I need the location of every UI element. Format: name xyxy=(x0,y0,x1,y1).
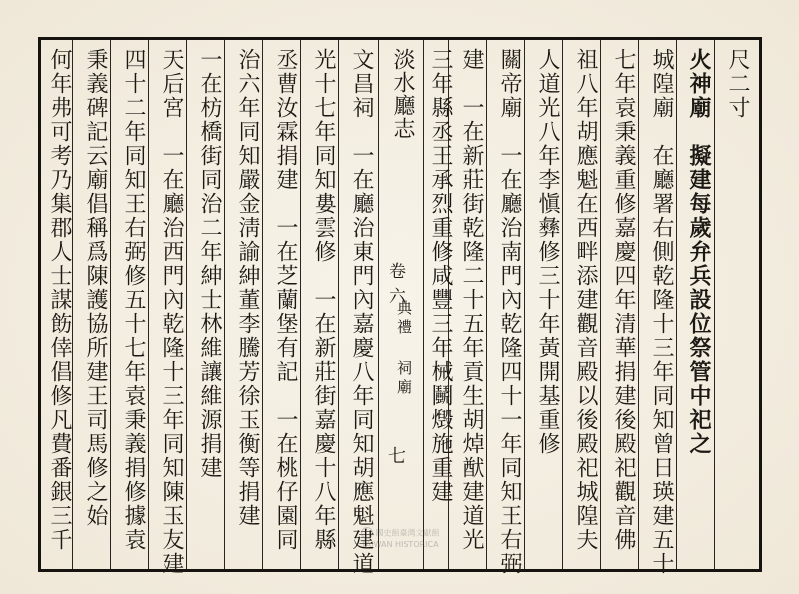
seal-icon xyxy=(361,527,373,539)
text-column: 七年袁秉義重修嘉慶四年清華捐建後殿祀觀音佛 xyxy=(611,48,636,552)
text-column: 丞曹汝霖捐建 一在芝蘭堡有記 一在桃仔園同 xyxy=(273,48,298,552)
text-column: 建 一在新莊街乾隆二十五年貢生胡焯猷建道光 xyxy=(459,48,484,552)
book-title-text: 淡水廳志 xyxy=(390,48,415,140)
subsection-label xyxy=(394,360,415,398)
book-title xyxy=(382,48,418,140)
text-column: 尺二寸 xyxy=(725,48,750,120)
text-column: 祖八年胡應魁在西畔添建觀音殿以後殿祀城隍夫 xyxy=(573,48,598,552)
text-column: 城隍廟 在廳署右側乾隆十三年同知曾日瑛建五十 xyxy=(649,48,674,576)
text-column: 治六年同知嚴金淸諭紳董李騰芳徐玉衡等捐建 xyxy=(235,48,260,528)
text-column: 何年弗可考乃集郡人士謀飭倖倡修凡費番銀三千 xyxy=(47,48,72,552)
watermark xyxy=(340,527,460,549)
section-text: 典禮 xyxy=(395,300,413,338)
page-number: 七 xyxy=(388,446,406,467)
subsection-text: 祠廟 xyxy=(395,360,413,398)
text-column: 人道光八年李愼彝修三十年黃開基重修 xyxy=(535,48,560,456)
text-column: 火神廟 擬建每歲弁兵設位祭管中祀之 xyxy=(686,48,712,456)
watermark-line2: TAIWAN HISTORICA xyxy=(361,540,439,549)
section-label xyxy=(394,300,415,338)
chapter-text: 卷六 xyxy=(385,262,405,312)
text-column: 文昌祠 一在廳治東門內嘉慶八年同知胡應魁建道 xyxy=(349,48,374,576)
text-column: 天后宮 一在廳治西門內乾隆十三年同知陳玉友建 xyxy=(159,48,184,576)
text-column: 一在枋橋街同治二年紳士林維讓維源捐建 xyxy=(197,48,222,480)
text-column: 關帝廟 一在廳治南門內乾隆四十一年同知王右弼 xyxy=(497,48,522,576)
text-column: 秉義碑記云廟倡稱爲陳護協所建王司馬修之始 xyxy=(83,48,108,528)
text-column: 四十二年同知王右弼修五十七年袁秉義捐修據袁 xyxy=(121,48,146,552)
text-column: 光十七年同知婁雲修 一在新莊街嘉慶十八年縣 xyxy=(311,48,336,552)
text-column: 三年縣丞王承烈重修咸豐三年械鬭燬施重建 xyxy=(428,48,453,504)
watermark-line1: 國史館臺灣文獻館 xyxy=(375,528,440,538)
